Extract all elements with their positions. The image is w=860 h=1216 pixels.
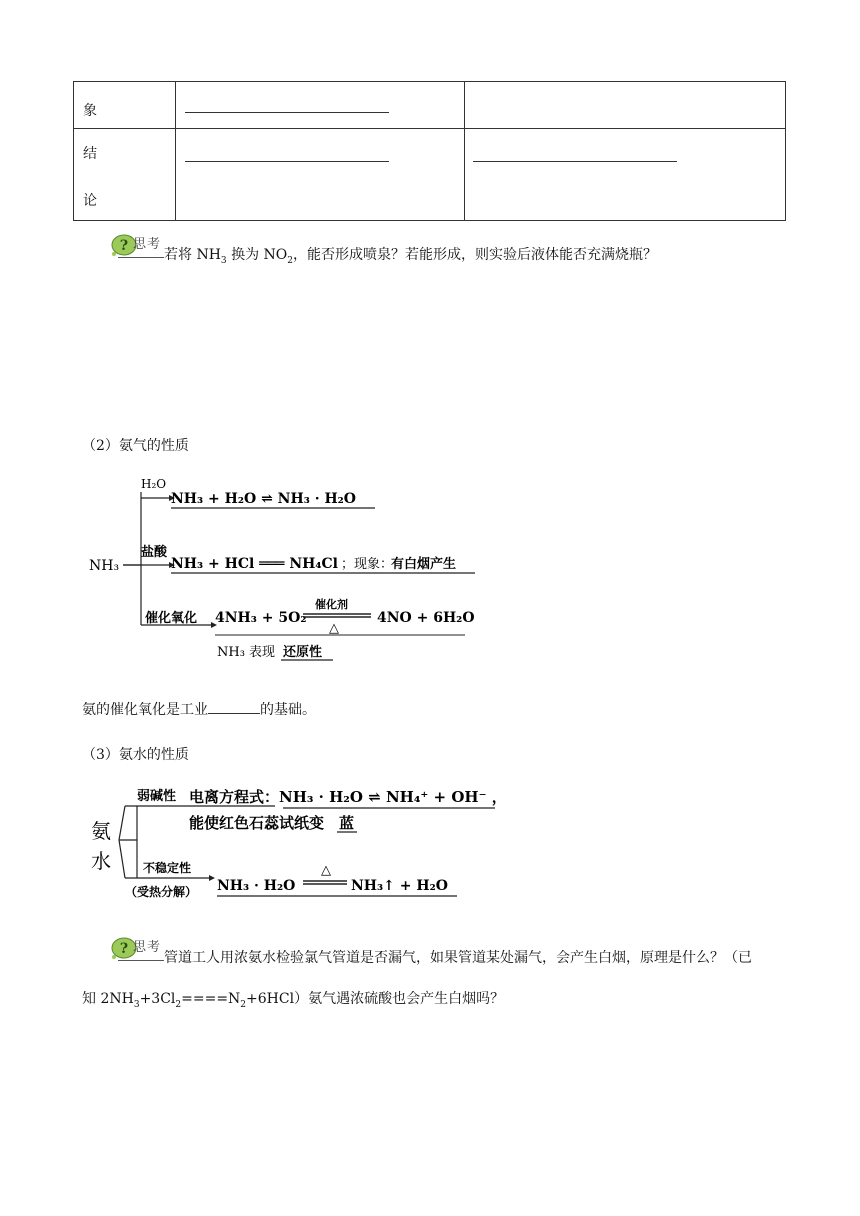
heat-condition: △ [321, 863, 331, 878]
table-row-label-cell [74, 82, 176, 129]
table-row-label-cell [74, 129, 176, 221]
think-label: 思考 [133, 237, 162, 252]
branch-reagent: H₂O [141, 477, 167, 491]
ammonia-water-diagram [85, 780, 545, 910]
branch-reagent: 不稳定性 [143, 861, 192, 875]
equation-left: 4NH₃ + 5O₂ [215, 610, 307, 626]
table-row-label: 象 [83, 103, 97, 119]
branch-reagent: 催化氧化 [145, 611, 198, 626]
equation-right: NH₃↑ + H₂O [351, 878, 448, 894]
table-row-label: 论 [83, 193, 97, 209]
heat-condition: △ [329, 621, 339, 636]
section-heading: （3）氨水的性质 [82, 747, 189, 763]
table-row-label: 结 [83, 146, 97, 162]
equation-left: NH₃ · H₂O [217, 878, 296, 894]
reactant-label: NH₃ [89, 558, 120, 574]
answer-blank[interactable] [473, 137, 677, 162]
indicator-text: 能使红色石蕊试纸变 [189, 814, 325, 832]
think-question-line1: 管道工人用浓氨水检验氯气管道是否漏气，如果管道某处漏气，会产生白烟，原理是什么？（已 [164, 950, 752, 966]
table-answer-cell [176, 129, 465, 221]
indicator-answer: 蓝 [339, 814, 355, 832]
equation: NH₃ + H₂O ⇌ NH₃ · H₂O [171, 491, 357, 507]
think-underline [118, 960, 164, 961]
answer-blank[interactable] [208, 699, 260, 714]
equation: NH₃ + HCl ═══ NH₄Cl [171, 556, 338, 572]
experiment-table [73, 81, 786, 221]
think-question-line2: 知 $2NH_3+3Cl_2====N_2+6HCl$）氨气遇浓硫酸也会产生白烟吗？ [82, 991, 505, 1010]
catalyst-label: 催化剂 [315, 598, 348, 611]
left-label: 水 [91, 849, 111, 873]
phenomenon-answer: 有白烟产生 [391, 557, 457, 572]
branch-reagent: 盐酸 [141, 545, 168, 560]
think-underline [118, 257, 164, 258]
equation-right: 4NO + 6H₂O [377, 610, 475, 626]
table-answer-cell [465, 129, 786, 221]
note-prefix: NH₃ 表现 [217, 645, 276, 660]
branch-reagent: 弱碱性 [137, 789, 177, 804]
ammonia-properties-diagram [85, 470, 485, 670]
table-answer-cell [176, 82, 465, 129]
answer-blank[interactable] [185, 88, 389, 113]
svg-text:?: ? [119, 238, 129, 254]
branch-reagent-note: （受热分解） [125, 885, 198, 899]
ionization-equation: 电离方程式：NH₃ · H₂O ⇌ NH₄⁺ + OH⁻ ， [189, 788, 507, 806]
answer-blank[interactable] [185, 137, 389, 162]
think-label: 思考 [133, 940, 162, 955]
svg-text:?: ? [119, 941, 129, 957]
left-label: 氨 [91, 819, 111, 843]
phenomenon-prefix: ；现象： [341, 557, 394, 572]
section-heading: （2）氨气的性质 [82, 438, 189, 454]
fill-sentence: 氨的催化氧化是工业 的基础。 [82, 699, 316, 719]
note-answer: 还原性 [283, 645, 323, 660]
think-question: 若将 $NH_3$ 换为 $NO_2$，能否形成喷泉？若能形成，则实验后液体能否充满烧瓶？ [164, 247, 658, 266]
table-answer-cell [465, 82, 786, 129]
